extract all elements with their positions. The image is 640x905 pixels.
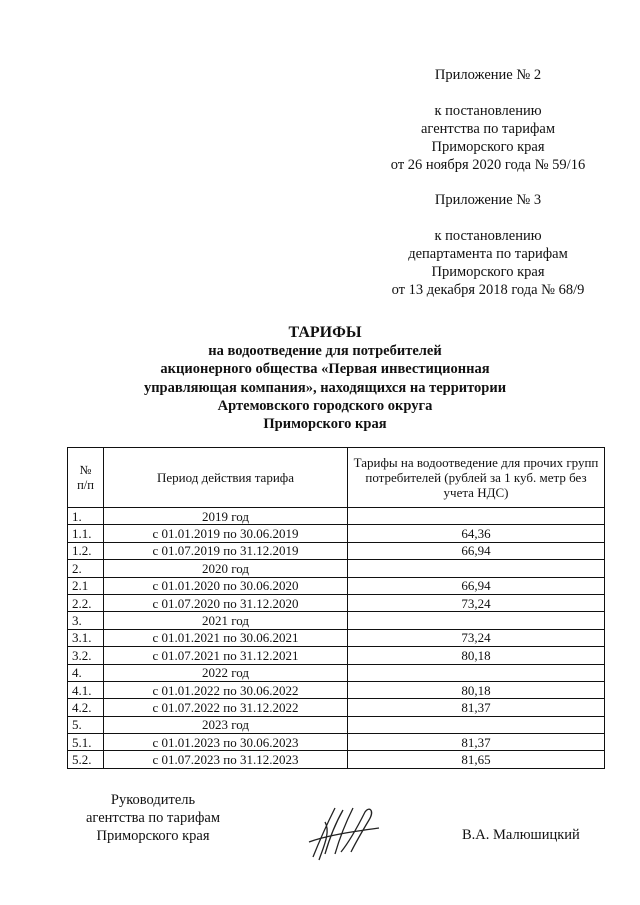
- table-row: [68, 629, 605, 646]
- row-period: с 01.07.2019 по 31.12.2019: [104, 542, 348, 559]
- appendix-no3-line: от 13 декабря 2018 года № 68/9: [391, 282, 585, 298]
- appendix-no2-heading: Приложение № 2: [434, 67, 542, 83]
- appendix-no3-line: к постановлению: [434, 228, 542, 244]
- row-tariff-value: [348, 716, 605, 733]
- row-period: 2023 год: [104, 716, 348, 733]
- table-row: [68, 525, 605, 542]
- title-line: Артемовского городского округа: [217, 397, 433, 414]
- row-tariff-value: 66,94: [348, 542, 605, 559]
- row-period: 2019 год: [104, 508, 348, 525]
- table-row: [68, 647, 605, 664]
- row-tariff-value: [348, 612, 605, 629]
- table-row: [68, 560, 605, 577]
- row-number: 3.2.: [68, 647, 104, 664]
- row-tariff-value: 81,65: [348, 751, 605, 768]
- row-period: 2022 год: [104, 664, 348, 681]
- row-tariff-value: [348, 664, 605, 681]
- table-row: [68, 734, 605, 751]
- row-period: с 01.07.2022 по 31.12.2022: [104, 699, 348, 716]
- table-row: [68, 751, 605, 768]
- row-number: 3.1.: [68, 629, 104, 646]
- title-line: на водоотведение для потребителей: [208, 343, 442, 360]
- table-header-row: [68, 448, 605, 508]
- title-line: управляющая компания», находящихся на территории: [143, 379, 507, 396]
- header-num-symbol: №: [79, 462, 92, 477]
- row-tariff-value: 73,24: [348, 629, 605, 646]
- row-period: 2020 год: [104, 560, 348, 577]
- row-number: 4.1.: [68, 681, 104, 698]
- row-period: с 01.01.2023 по 30.06.2023: [104, 734, 348, 751]
- header-num: [68, 448, 104, 508]
- row-number: 1.: [68, 508, 104, 525]
- header-value: Тарифы на водоотведение для прочих групп потребителей (рублей за 1 куб. метр без учета НДС): [348, 448, 605, 508]
- appendix-no2-line: агентства по тарифам: [421, 121, 555, 137]
- row-tariff-value: 73,24: [348, 594, 605, 611]
- row-period: с 01.07.2020 по 31.12.2020: [104, 594, 348, 611]
- row-period: с 01.01.2021 по 30.06.2021: [104, 629, 348, 646]
- signer-line: Приморского края: [96, 828, 210, 844]
- title-line: Приморского края: [263, 416, 387, 433]
- row-tariff-value: 80,18: [348, 681, 605, 698]
- table-row: [68, 699, 605, 716]
- row-tariff-value: 81,37: [348, 734, 605, 751]
- table-row: [68, 542, 605, 559]
- table-row: [68, 681, 605, 698]
- row-tariff-value: [348, 560, 605, 577]
- row-tariff-value: 81,37: [348, 699, 605, 716]
- tariff-table: [67, 447, 605, 769]
- appendix-no3-line: Приморского края: [431, 264, 545, 280]
- appendix-no2-line: от 26 ноября 2020 года № 59/16: [390, 157, 586, 173]
- row-number: 1.2.: [68, 542, 104, 559]
- appendix-no2-line: к постановлению: [434, 103, 542, 119]
- row-number: 4.2.: [68, 699, 104, 716]
- row-number: 5.: [68, 716, 104, 733]
- header-num-abbrev: п/п: [77, 477, 94, 492]
- row-period: 2021 год: [104, 612, 348, 629]
- row-number: 3.: [68, 612, 104, 629]
- table-row: [68, 577, 605, 594]
- row-tariff-value: [348, 508, 605, 525]
- table-row: [68, 594, 605, 611]
- table-row: [68, 664, 605, 681]
- row-period: с 01.01.2019 по 30.06.2019: [104, 525, 348, 542]
- appendix-no2-block: [368, 66, 608, 174]
- title-line: акционерного общества «Первая инвестиционная: [160, 361, 490, 378]
- table-row: [68, 612, 605, 629]
- signature-icon: [305, 802, 385, 864]
- appendix-no2-line: Приморского края: [431, 139, 545, 155]
- row-tariff-value: 64,36: [348, 525, 605, 542]
- row-period: с 01.01.2020 по 30.06.2020: [104, 577, 348, 594]
- row-number: 4.: [68, 664, 104, 681]
- title-main: ТАРИФЫ: [288, 324, 362, 341]
- appendix-no3-line: департамента по тарифам: [408, 246, 568, 262]
- appendix-no3-block: [368, 191, 608, 299]
- row-period: с 01.07.2021 по 31.12.2021: [104, 647, 348, 664]
- signer-title: [78, 791, 228, 845]
- row-period: с 01.07.2023 по 31.12.2023: [104, 751, 348, 768]
- row-number: 5.2.: [68, 751, 104, 768]
- signer-line: агентства по тарифам: [86, 810, 220, 826]
- row-tariff-value: 80,18: [348, 647, 605, 664]
- signer-line: Руководитель: [110, 792, 196, 808]
- row-period: с 01.01.2022 по 30.06.2022: [104, 681, 348, 698]
- table-body: [68, 508, 605, 769]
- signer-name: В.А. Малюшицкий: [462, 827, 580, 843]
- row-number: 2.2.: [68, 594, 104, 611]
- row-number: 5.1.: [68, 734, 104, 751]
- table-row: [68, 508, 605, 525]
- header-period: Период действия тарифа: [104, 448, 348, 508]
- row-number: 1.1.: [68, 525, 104, 542]
- document-title: [60, 324, 590, 433]
- row-number: 2.: [68, 560, 104, 577]
- appendix-no3-heading: Приложение № 3: [434, 192, 542, 208]
- row-number: 2.1: [68, 577, 104, 594]
- table-row: [68, 716, 605, 733]
- row-tariff-value: 66,94: [348, 577, 605, 594]
